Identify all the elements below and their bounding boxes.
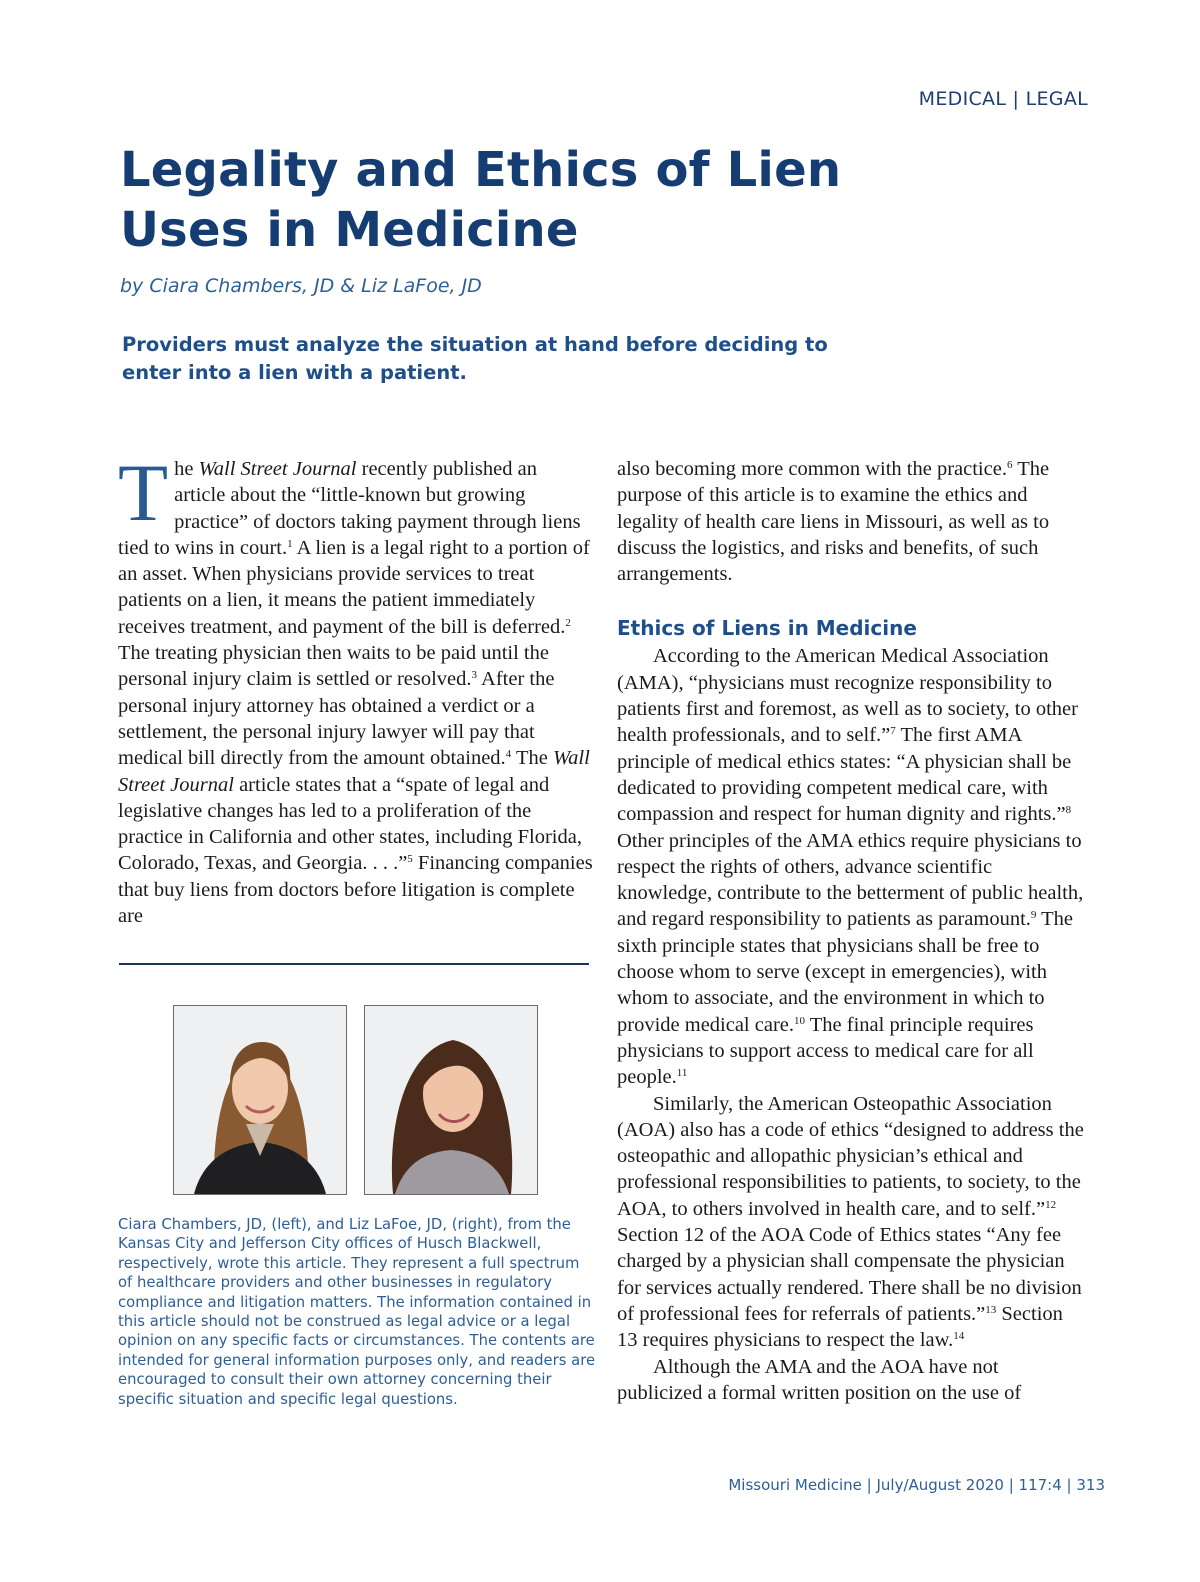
footnote-ref: 12: [1045, 1198, 1057, 1211]
right-paragraph-2: According to the American Medical Association (AMA), “physicians must recognize responsibility to patients first and foremost, as well as to society, to other health professionals, and to self.”$^7$ The first AMA principle of medical ethics states: “A physician shall be dedicated to providing competent medical care, with compassion and respect for human dignity and rights.”$^8$ Other principles of the AMA ethics require physicians to respect the rights of others, advance scientific knowledge, contribute to the betterment of public health, and regard responsibility to patients as paramount.$^9$ The sixth principle states that physicians shall be free to choose whom to serve (except in emergencies), with whom to associate, and the environment in which to provide medical care.$^{10}$ The final principle requires physicians to support access to medical care for all people.$^{11}$: [617, 645, 1084, 1089]
footnote-ref: 5: [407, 853, 413, 866]
column-divider: [119, 963, 589, 965]
article-deck: Providers must analyze the situation at hand before deciding to enter into a lien with a patient.: [122, 333, 828, 384]
page-footer: Missouri Medicine | July/August 2020 | 117:4 | 313: [728, 1476, 1105, 1494]
footnote-ref: 2: [565, 616, 571, 629]
right-paragraph-4: Although the AMA and the AOA have not publicized a formal written position on the use of: [617, 1355, 1022, 1404]
byline: by Ciara Chambers, JD & Liz LaFoe, JD: [120, 275, 482, 297]
footnote-ref: 10: [794, 1014, 806, 1027]
left-paragraph-1: The Wall Street Journal recently published an article about the “little-known but growing practice” of doctors taking payment through liens tied to wins in court.$^1$ A lien is a legal right to a portion of an asset. When physicians provide services to treat patients on a lien, it means the patient immediately receives treatment, and payment of the bill is deferred.$^2$ The treating physician then waits to be paid until the personal injury claim is settled or resolved.$^3$ After the personal injury attorney has obtained a verdict or a settlement, the personal injury lawyer will pay that medical bill directly from the amount obtained.$^4$ The Wall Street Journal article states that a “spate of legal and legislative changes has led to a proliferation of the practice in California and other states, including Florida, Colorado, Texas, and Georgia. . . .”$^5$ Financing companies that buy liens from doctors before litigation is complete are: [118, 447, 593, 928]
author-photo-left: [173, 1005, 347, 1195]
footnote-ref: 14: [953, 1330, 965, 1343]
right-paragraph-1: also becoming more common with the practice.$^6$ The purpose of this article is to examine the ethics and legality of health care liens in Missouri, as well as to discuss the logistics, and risks and benefits, of such arrangements.: [617, 458, 1050, 586]
article-title: Legality and Ethics of Lien Uses in Medicine: [120, 142, 842, 258]
author-photo-right: [364, 1005, 538, 1195]
footnote-ref: 4: [505, 748, 512, 761]
footnote-ref: 8: [1065, 804, 1072, 817]
footnote-ref: 6: [1006, 459, 1013, 471]
right-column: [617, 456, 1087, 1406]
footnote-ref: 1: [287, 537, 293, 550]
footnote-ref: 7: [890, 725, 896, 738]
footnote-ref: 11: [676, 1067, 688, 1080]
drop-cap: T: [118, 447, 169, 538]
section-tag: MEDICAL | LEGAL: [918, 88, 1088, 110]
footnote-ref: 3: [471, 669, 478, 682]
portrait-image: [174, 1006, 346, 1194]
right-paragraph-3: Similarly, the American Osteopathic Association (AOA) also has a code of ethics “designed to address the osteopathic and allopathic physician’s ethical and professional responsibilities to patients, to society, to the AOA, to others involved in health care, and to self.”$^{12}$ Section 12 of the AOA Code of Ethics states “Any fee charged by a physician shall compensate the physician for services actually rendered. There shall be no division of professional fees for referrals of patients.”$^{13}$ Section 13 requires physicians to respect the law.$^{14}$: [617, 1092, 1084, 1352]
footnote-ref: 13: [985, 1303, 997, 1316]
left-column: [118, 447, 593, 929]
photo-caption: Ciara Chambers, JD, (left), and Liz LaFoe, JD, (right), from the Kansas City and Jefferson City offices of Husch Blackwell, respectively, wrote this article. They represent a full spectrum of healthcare providers and other businesses in regulatory compliance and litigation matters. The information contained in this article should not be construed as legal advice or a legal opinion on any specific facts or circumstances. The contents are intended for general information purposes only, and readers are encouraged to consult their own attorney concerning their specific situation and specific legal questions.: [118, 1216, 596, 1408]
section-heading: Ethics of Liens in Medicine: [617, 616, 917, 641]
portrait-image: [365, 1006, 537, 1194]
footnote-ref: 9: [1030, 909, 1037, 922]
